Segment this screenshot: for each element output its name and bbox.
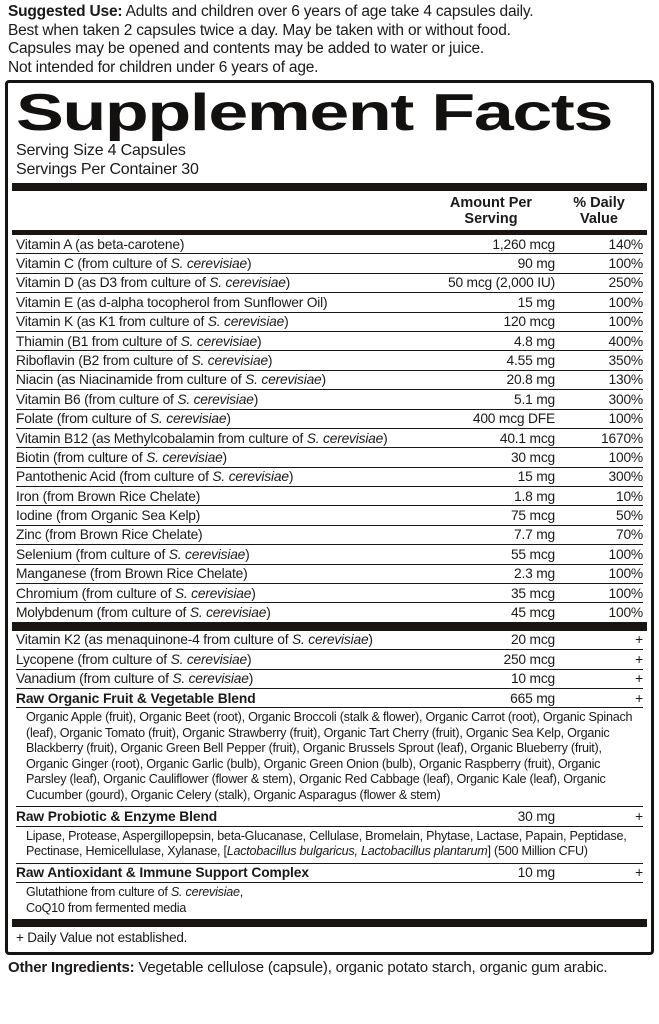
nutrient-daily-value: 100%	[608, 294, 643, 310]
nutrient-amount: 30 mg	[517, 808, 555, 824]
section-divider-bar	[12, 622, 647, 631]
nutrient-amount: 5.1 mg	[514, 391, 555, 407]
nutrient-row	[16, 370, 643, 389]
nutrient-amount: 4.8 mg	[514, 333, 555, 349]
nutrient-name: Raw Antioxidant & Immune Support Complex	[16, 865, 309, 881]
nutrient-row	[16, 428, 643, 447]
nutrient-daily-value: 100%	[608, 449, 643, 465]
nutrient-amount: 45 mcg	[510, 605, 555, 621]
nutrient-name: Folate (from culture of S. cerevisiae)	[16, 411, 231, 427]
nutrient-daily-value: 130%	[608, 372, 643, 388]
nutrient-daily-value: 250%	[608, 275, 643, 291]
blend-ingredients-text: Organic Apple (fruit), Organic Beet (root), Organic Broccoli (stalk & flower), Organic Carrot (root), Organic Spinach (leaf), Organic Tomato (fruit), Organic Strawberry (fruit), Organic Tart Cherry (fruit), Organic Sea Kelp, Organic Blackberry (fruit), Organic Green Bell Pepper (fruit), Organic Brussels Sprout (leaf), Organic Blueberry (fruit), Organic Ginger (root), Organic Garlic (bulb), Organic Green Onion (bulb), Organic Raspberry (fruit), Organic Parsley (leaf), Organic Cauliflower (flower & stem), Organic Red Cabbage (leaf), Organic Kale (leaf), Organic Cucumber (gourd), Organic Celery (stalk), Organic Asparagus (flower & stem)	[16, 707, 643, 806]
nutrient-daily-value: 100%	[608, 605, 643, 621]
nutrient-name: Raw Organic Fruit & Vegetable Blend	[16, 690, 256, 706]
nutrient-daily-value: 350%	[608, 352, 643, 368]
nutrient-name: Vitamin K (as K1 from culture of S. cerevisiae)	[16, 314, 289, 330]
nutrient-name: Vitamin A (as beta-carotene)	[16, 236, 185, 252]
serving-size: Serving Size 4 Capsules	[16, 142, 186, 159]
nutrient-row	[16, 583, 643, 602]
nutrient-daily-value: 70%	[615, 527, 643, 543]
nutrient-daily-value: +	[635, 671, 643, 687]
nutrient-row	[16, 669, 643, 688]
nutrient-amount: 75 mcg	[510, 508, 555, 524]
nutrient-row	[16, 649, 643, 668]
nutrient-amount: 1,260 mcg	[492, 236, 555, 252]
nutrient-amount: 665 mg	[510, 690, 555, 706]
nutrient-daily-value: 300%	[608, 391, 643, 407]
nutrient-row	[16, 602, 643, 621]
nutrient-row	[16, 467, 643, 486]
nutrient-amount: 1.8 mg	[514, 488, 555, 504]
nutrient-amount: 400 mcg DFE	[472, 411, 555, 427]
nutrient-daily-value: 100%	[608, 255, 643, 271]
nutrient-amount: 120 mcg	[503, 314, 555, 330]
facts-table-body	[16, 235, 643, 919]
nutrient-name: Selenium (from culture of S. cerevisiae)	[16, 546, 250, 562]
nutrient-amount: 50 mcg (2,000 IU)	[447, 275, 555, 291]
nutrient-row	[16, 350, 643, 369]
daily-value-footnote: + Daily Value not established.	[16, 930, 188, 946]
nutrient-name: Manganese (from Brown Rice Chelate)	[16, 566, 248, 582]
divider-bar-footnote	[12, 919, 647, 927]
nutrient-row	[16, 525, 643, 544]
col-percent-daily-value: % Daily Value	[573, 195, 625, 227]
nutrient-amount: 30 mcg	[510, 449, 555, 465]
blend-row	[16, 863, 643, 882]
nutrient-name: Vitamin B12 (as Methylcobalamin from culture of S. cerevisiae)	[16, 430, 388, 446]
blend-row	[16, 806, 643, 825]
nutrient-amount: 20 mcg	[510, 632, 555, 648]
blend-ingredients-text: Lipase, Protease, Aspergillopepsin, beta-Glucanase, Cellulase, Bromelain, Phytase, Lactase, Papain, Peptidase, Pectinase, Hemicellulase, Xylanase, [Lactobacillus bulgaricus, Lactobacillus plantarum] (500 Million CFU)	[16, 826, 643, 863]
nutrient-name: Iron (from Brown Rice Chelate)	[16, 488, 201, 504]
nutrient-daily-value: 10%	[615, 488, 643, 504]
nutrient-amount: 40.1 mcg	[499, 430, 555, 446]
nutrient-name: Raw Probiotic & Enzyme Blend	[16, 808, 218, 824]
nutrient-daily-value: 50%	[615, 508, 643, 524]
nutrient-amount: 55 mcg	[510, 546, 555, 562]
nutrient-name: Vanadium (from culture of S. cerevisiae)	[16, 671, 254, 687]
nutrient-row	[16, 389, 643, 408]
blend-row	[16, 688, 643, 707]
nutrient-amount: 7.7 mg	[514, 527, 555, 543]
nutrient-amount: 20.8 mg	[506, 372, 555, 388]
nutrient-name: Lycopene (from culture of S. cerevisiae)	[16, 651, 252, 667]
nutrient-daily-value: 400%	[608, 333, 643, 349]
nutrient-row	[16, 409, 643, 428]
nutrient-daily-value: 300%	[608, 469, 643, 485]
nutrient-daily-value: +	[635, 651, 643, 667]
col-amount-per-serving: Amount Per Serving	[449, 195, 533, 227]
nutrient-row	[16, 505, 643, 524]
divider-bar-top	[12, 183, 647, 191]
nutrient-row	[16, 292, 643, 311]
nutrient-amount: 35 mcg	[510, 585, 555, 601]
nutrient-amount: 90 mg	[517, 255, 555, 271]
nutrient-row	[16, 331, 643, 350]
nutrient-row	[16, 235, 643, 253]
nutrient-amount: 10 mcg	[510, 671, 555, 687]
nutrient-daily-value: +	[635, 865, 643, 881]
blend-ingredients-text: Glutathione from culture of S. cerevisiae, CoQ10 from fermented media	[16, 882, 643, 919]
nutrient-row	[16, 544, 643, 563]
nutrient-amount: 4.55 mg	[506, 352, 555, 368]
supplement-facts-panel	[5, 80, 654, 955]
suggested-use-text: Suggested Use: Adults and children over 6 years of age take 4 capsules daily. Best when taken 2 capsules twice a day. May be taken with or without food. Capsules may be opened and contents may be added to water or juice. Not intended for children under 6 years of age.	[8, 3, 534, 76]
nutrient-daily-value: 100%	[608, 585, 643, 601]
other-ingredients-text: Other Ingredients: Vegetable cellulose (capsule), organic potato starch, organic gum arabic.	[8, 959, 608, 977]
nutrient-name: Thiamin (B1 from culture of S. cerevisiae)	[16, 333, 262, 349]
nutrient-name: Riboflavin (B2 from culture of S. cerevisiae)	[16, 352, 273, 368]
nutrient-name: Chromium (from culture of S. cerevisiae)	[16, 585, 256, 601]
nutrient-row	[16, 486, 643, 505]
nutrient-row	[16, 447, 643, 466]
nutrient-daily-value: 140%	[608, 236, 643, 252]
facts-table-header	[16, 191, 643, 230]
nutrient-daily-value: 100%	[608, 546, 643, 562]
nutrient-daily-value: +	[635, 690, 643, 706]
nutrient-row	[16, 564, 643, 583]
nutrient-name: Zinc (from Brown Rice Chelate)	[16, 527, 203, 543]
nutrient-daily-value: 100%	[608, 566, 643, 582]
nutrient-daily-value: 100%	[608, 314, 643, 330]
nutrient-name: Vitamin C (from culture of S. cerevisiae)	[16, 255, 252, 271]
nutrient-name: Vitamin D (as D3 from culture of S. cerevisiae)	[16, 275, 291, 291]
nutrient-name: Vitamin B6 (from culture of S. cerevisiae)	[16, 391, 259, 407]
nutrient-name: Molybdenum (from culture of S. cerevisiae)	[16, 605, 271, 621]
servings-per-container: Servings Per Container 30	[16, 160, 199, 178]
nutrient-row	[16, 631, 643, 649]
nutrient-row	[16, 312, 643, 331]
panel-title: Supplement Facts	[16, 84, 612, 142]
nutrient-amount: 15 mg	[517, 294, 555, 310]
nutrient-daily-value: +	[635, 808, 643, 824]
nutrient-name: Iodine (from Organic Sea Kelp)	[16, 508, 201, 524]
nutrient-name: Vitamin K2 (as menaquinone-4 from culture of S. cerevisiae)	[16, 632, 373, 648]
nutrient-amount: 15 mg	[517, 469, 555, 485]
nutrient-name: Biotin (from culture of S. cerevisiae)	[16, 449, 227, 465]
nutrient-row	[16, 253, 643, 272]
nutrient-amount: 2.3 mg	[514, 566, 555, 582]
nutrient-row	[16, 273, 643, 292]
nutrient-name: Vitamin E (as d-alpha tocopherol from Sunflower Oil)	[16, 294, 328, 310]
nutrient-daily-value: +	[635, 632, 643, 648]
nutrient-amount: 10 mg	[517, 865, 555, 881]
nutrient-name: Niacin (as Niacinamide from culture of S. cerevisiae)	[16, 372, 326, 388]
nutrient-daily-value: 1670%	[601, 430, 643, 446]
nutrient-daily-value: 100%	[608, 411, 643, 427]
nutrient-name: Pantothenic Acid (from culture of S. cerevisiae)	[16, 469, 294, 485]
nutrient-amount: 250 mcg	[503, 651, 555, 667]
